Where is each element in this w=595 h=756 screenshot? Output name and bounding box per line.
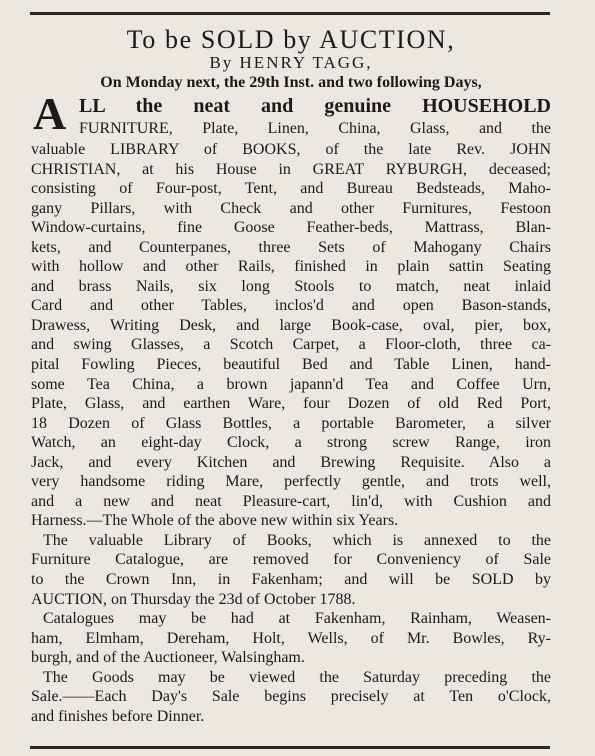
- text-line: and a new and neat Pleasure-cart, lin'd, with Cushion and: [31, 492, 551, 510]
- text-line: valuable LIBRARY of BOOKS, of the late Rev. JOHN: [31, 141, 551, 158]
- bottom-rule: [30, 746, 550, 749]
- text-line: Window-curtains, fine Goose Feather-beds, Mattrass, Blan-: [31, 219, 551, 237]
- advert-heading: To be SOLD by AUCTION,: [126, 25, 456, 54]
- text-line: pital Fowling Pieces, beautiful Bed and Table Linen, hand-: [31, 356, 551, 374]
- drop-cap: A: [33, 88, 67, 139]
- text-line: The Goods may be viewed the Saturday preceding the: [43, 668, 551, 686]
- text-line: Furniture Catalogue, are removed for Conveniency of Sale: [31, 551, 551, 569]
- text-line: Drawess, Writing Desk, and large Book-case, oval, pier, box,: [31, 316, 551, 334]
- paragraph-furniture-list: [31, 140, 551, 531]
- lead-second-line: FURNITURE, Plate, Linen, China, Glass, and the: [79, 120, 551, 137]
- text-line: some Tea China, a brown japann'd Tea and Coffee Urn,: [31, 375, 551, 393]
- top-rule: [30, 12, 550, 15]
- text-line: Sale.——Each Day's Sale begins precisely at Ten o'Clock,: [31, 688, 551, 706]
- text-line: with hollow and other Rails, finished in plain sattin Seating: [31, 258, 551, 276]
- paragraph-library: [31, 531, 551, 609]
- text-line: Jack, and every Kitchen and Brewing Requisite. Also a: [31, 453, 551, 471]
- lead-first-line: LL the neat and genuine HOUSEHOLD: [79, 95, 551, 117]
- text-line: 18 Dozen of Glass Bottles, a portable Barometer, a silver: [31, 414, 551, 432]
- text-line: ham, Elmham, Dereham, Holt, Wells, of Mr. Bowles, Ry-: [31, 629, 551, 647]
- text-line: gany Pillars, with Check and other Furnitures, Festoon: [31, 199, 551, 217]
- text-line: AUCTION, on Thursday the 23d of October 1788.: [31, 590, 356, 608]
- text-line: CHRISTIAN, at his House in GREAT RYBURGH, deceased;: [31, 160, 551, 178]
- auction-advertisement: [31, 25, 551, 726]
- text-line: Card and other Tables, inclos'd and open Bason-stands,: [31, 297, 551, 315]
- text-line: burgh, and of the Auctioneer, Walsingham.: [31, 649, 305, 667]
- text-line: kets, and Counterpanes, three Sets of Mahogany Chairs: [31, 238, 551, 256]
- text-line: and finishes before Dinner.: [31, 707, 205, 725]
- lead-block: [31, 88, 551, 140]
- text-line: Plate, Glass, and earthen Ware, four Dozen of old Red Port,: [31, 395, 551, 413]
- text-line: and swing Glasses, a Scotch Carpet, a Floor-cloth, three ca-: [31, 336, 551, 354]
- text-line: Watch, an eight-day Clock, a strong screw Range, iron: [31, 434, 551, 452]
- text-line: very handsome riding Mare, perfectly gentle, and trots well,: [31, 473, 551, 491]
- auctioneer-byline: By HENRY TAGG,: [209, 53, 373, 72]
- sale-dateline: On Monday next, the 29th Inst. and two following Days,: [100, 74, 482, 91]
- text-line: and brass Nails, six long Stools to match, neat inlaid: [31, 277, 551, 295]
- text-line: Catalogues may be had at Fakenham, Rainham, Weasen-: [43, 610, 551, 628]
- text-line: The valuable Library of Books, which is annexed to the: [43, 531, 551, 549]
- text-line: to the Crown Inn, in Fakenham; and will be SOLD by: [31, 571, 551, 589]
- paragraph-catalogues: [31, 609, 551, 668]
- paragraph-viewing: [31, 668, 551, 727]
- text-line: consisting of Four-post, Tent, and Bureau Bedsteads, Maho-: [31, 180, 551, 198]
- text-line: Harness.—The Whole of the above new within six Years.: [31, 512, 399, 530]
